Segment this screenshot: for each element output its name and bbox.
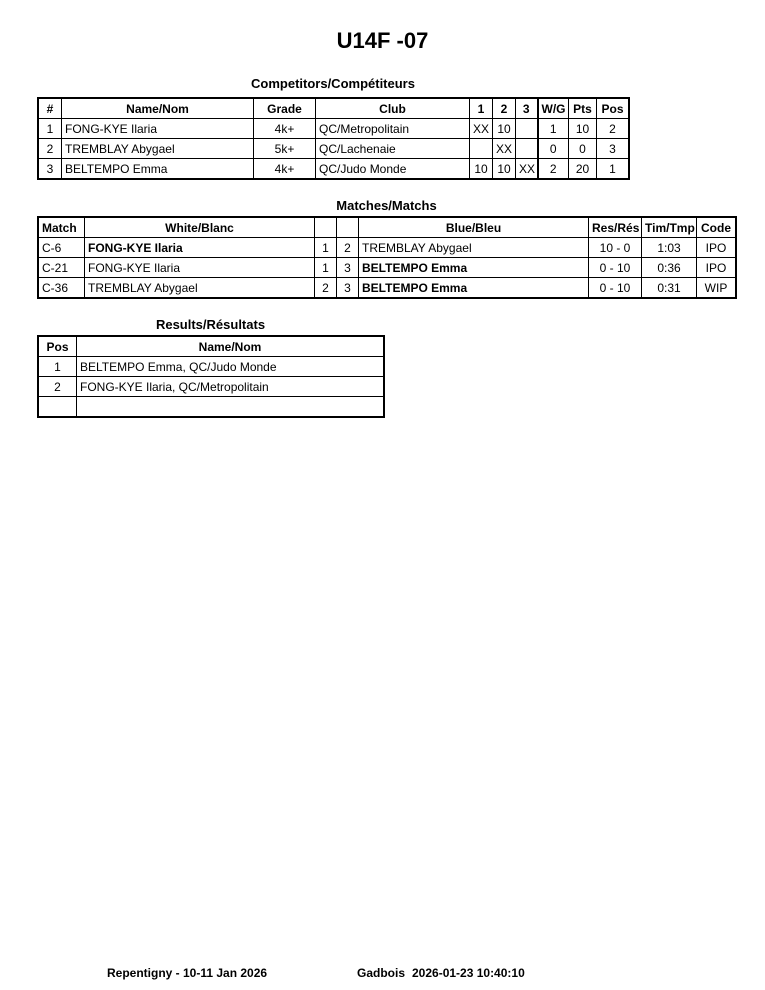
col-header-pos: Pos (39, 337, 77, 357)
match-code: IPO (697, 258, 736, 278)
match-result: 0 - 10 (589, 278, 642, 298)
result-position: 1 (39, 357, 77, 377)
white-number: 2 (315, 278, 337, 298)
col-header-round-2: 2 (493, 99, 516, 119)
match-id: C-36 (39, 278, 85, 298)
competitor-name: BELTEMPO Emma (62, 159, 254, 179)
white-competitor: FONG-KYE Ilaria (85, 238, 315, 258)
wins-count: 0 (538, 139, 569, 159)
points-total: 0 (569, 139, 597, 159)
round-2-score: 10 (493, 119, 516, 139)
table-row (39, 119, 629, 139)
competitor-number: 1 (39, 119, 62, 139)
col-header-name: Name/Nom (77, 337, 384, 357)
col-header-code: Code (697, 218, 736, 238)
col-header-round-3: 3 (516, 99, 538, 119)
match-time: 0:31 (642, 278, 697, 298)
table-row (39, 377, 384, 397)
round-1-score: 10 (470, 159, 493, 179)
col-header-time: Tim/Tmp (642, 218, 697, 238)
col-header-blue: Blue/Bleu (359, 218, 589, 238)
result-position: 2 (39, 377, 77, 397)
round-2-score: XX (493, 139, 516, 159)
col-header-round-1: 1 (470, 99, 493, 119)
blue-number: 3 (337, 258, 359, 278)
col-header-grade: Grade (254, 99, 316, 119)
result-name (77, 397, 384, 417)
col-header-number: # (39, 99, 62, 119)
results-title: Results/Résultats (155, 317, 266, 332)
match-time: 0:36 (642, 258, 697, 278)
matches-header-row (39, 218, 736, 238)
competitor-number: 2 (39, 139, 62, 159)
match-result: 0 - 10 (589, 258, 642, 278)
blue-competitor: TREMBLAY Abygael (359, 238, 589, 258)
table-row (39, 397, 384, 417)
white-competitor: FONG-KYE Ilaria (85, 258, 315, 278)
result-name: BELTEMPO Emma, QC/Judo Monde (77, 357, 384, 377)
competitor-grade: 4k+ (254, 119, 316, 139)
round-1-score (470, 139, 493, 159)
table-row (39, 278, 736, 298)
competitor-number: 3 (39, 159, 62, 179)
round-3-score (516, 139, 538, 159)
results-table (38, 336, 384, 417)
competitor-name: TREMBLAY Abygael (62, 139, 254, 159)
match-id: C-6 (39, 238, 85, 258)
match-code: IPO (697, 238, 736, 258)
points-total: 20 (569, 159, 597, 179)
col-header-result: Res/Rés (589, 218, 642, 238)
match-code: WIP (697, 278, 736, 298)
table-row (39, 238, 736, 258)
result-name: FONG-KYE Ilaria, QC/Metropolitain (77, 377, 384, 397)
competitor-club: QC/Judo Monde (316, 159, 470, 179)
blue-number: 2 (337, 238, 359, 258)
table-row (39, 258, 736, 278)
blue-number: 3 (337, 278, 359, 298)
competitors-header-row (39, 99, 629, 119)
match-result: 10 - 0 (589, 238, 642, 258)
round-3-score: XX (516, 159, 538, 179)
footer-timestamp: 2026-01-23 10:40:10 (412, 966, 525, 980)
competitor-club: QC/Lachenaie (316, 139, 470, 159)
col-header-blue-number (337, 218, 359, 238)
match-id: C-21 (39, 258, 85, 278)
final-position: 1 (597, 159, 629, 179)
col-header-name: Name/Nom (62, 99, 254, 119)
white-competitor: TREMBLAY Abygael (85, 278, 315, 298)
results-header-row (39, 337, 384, 357)
white-number: 1 (315, 258, 337, 278)
competitor-club: QC/Metropolitain (316, 119, 470, 139)
col-header-white: White/Blanc (85, 218, 315, 238)
footer-author: Gadbois (357, 966, 406, 980)
table-row (39, 357, 384, 377)
col-header-match: Match (39, 218, 85, 238)
result-position (39, 397, 77, 417)
match-time: 1:03 (642, 238, 697, 258)
blue-competitor: BELTEMPO Emma (359, 258, 589, 278)
col-header-club: Club (316, 99, 470, 119)
table-row (39, 159, 629, 179)
final-position: 3 (597, 139, 629, 159)
competitor-grade: 5k+ (254, 139, 316, 159)
blue-competitor: BELTEMPO Emma (359, 278, 589, 298)
white-number: 1 (315, 238, 337, 258)
competitors-table (38, 98, 629, 179)
final-position: 2 (597, 119, 629, 139)
competitors-title: Competitors/Compétiteurs (251, 76, 415, 91)
matches-title: Matches/Matchs (336, 198, 437, 213)
col-header-wins: W/G (538, 99, 569, 119)
col-header-points: Pts (569, 99, 597, 119)
round-1-score: XX (470, 119, 493, 139)
round-3-score (516, 119, 538, 139)
competitor-grade: 4k+ (254, 159, 316, 179)
wins-count: 2 (538, 159, 569, 179)
footer-event: Repentigny - 10-11 Jan 2026 (107, 966, 268, 980)
round-2-score: 10 (493, 159, 516, 179)
matches-table (38, 217, 736, 298)
table-row (39, 139, 629, 159)
competitor-name: FONG-KYE Ilaria (62, 119, 254, 139)
page-title: U14F -07 (336, 28, 429, 53)
col-header-white-number (315, 218, 337, 238)
points-total: 10 (569, 119, 597, 139)
col-header-position: Pos (597, 99, 629, 119)
wins-count: 1 (538, 119, 569, 139)
